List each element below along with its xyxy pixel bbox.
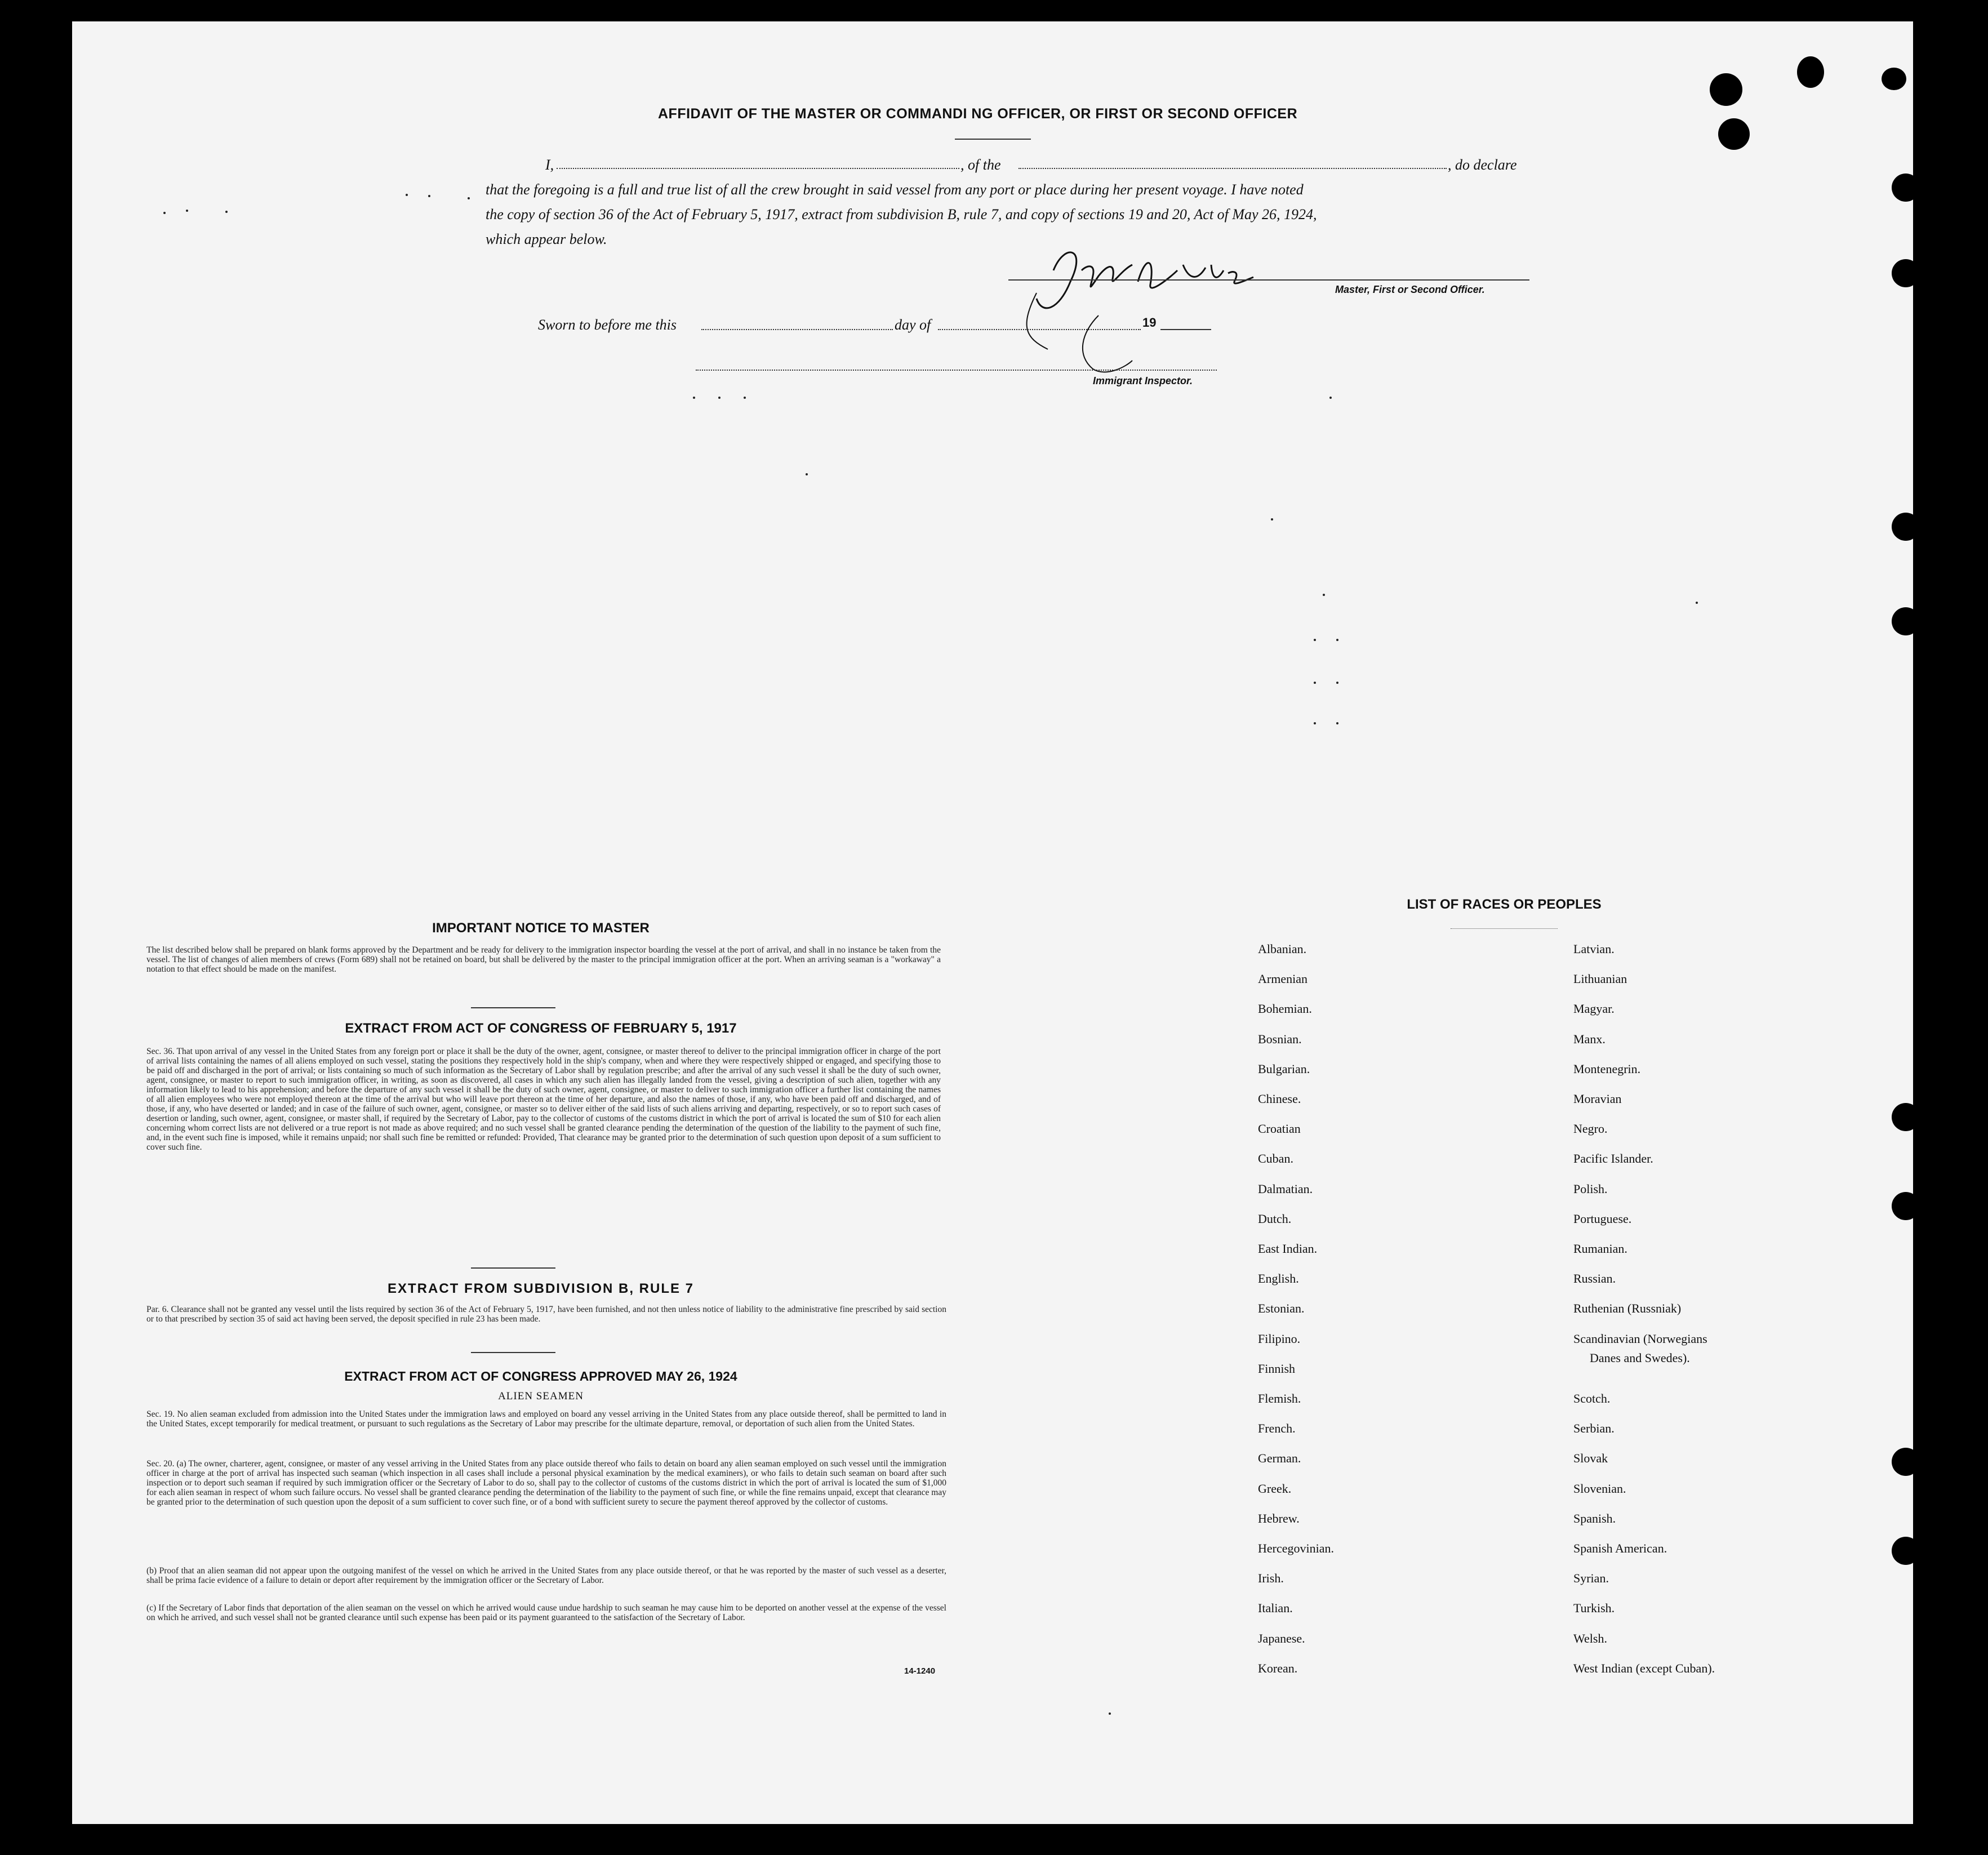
sworn-day-of: day of bbox=[895, 317, 931, 333]
master-caption: Master, First or Second Officer. bbox=[1335, 284, 1485, 295]
declaration-line-4: which appear below. bbox=[486, 231, 607, 247]
race-right-item: Slovenian. bbox=[1573, 1481, 1626, 1496]
binder-hole-icon bbox=[1892, 607, 1920, 635]
race-right-item: Latvian. bbox=[1573, 942, 1615, 956]
race-left-item: Finnish bbox=[1258, 1361, 1296, 1376]
declaration-do-declare: , do declare bbox=[1448, 157, 1517, 173]
binder-hole-icon bbox=[1797, 56, 1824, 88]
sworn-month-blank bbox=[938, 329, 1141, 330]
vessel-blank bbox=[1019, 168, 1447, 169]
race-left-item: Chinese. bbox=[1258, 1092, 1301, 1106]
race-right-item: Russian. bbox=[1573, 1271, 1616, 1286]
binder-hole-icon bbox=[1882, 68, 1906, 90]
race-right-item: Turkish. bbox=[1573, 1601, 1615, 1616]
race-left-item: Greek. bbox=[1258, 1481, 1292, 1496]
inspector-signature-line bbox=[696, 370, 1217, 371]
affidavit-title: AFFIDAVIT OF THE MASTER OR COMMANDI NG OFFICER, OR FIRST OR SECOND OFFICER bbox=[658, 106, 1298, 122]
race-left-item: Cuban. bbox=[1258, 1151, 1293, 1166]
race-right-item: Manx. bbox=[1573, 1031, 1605, 1046]
extract-1917-body: Sec. 36. That upon arrival of any vessel in the United States from any foreign port or place it shall be the duty of the owner, agent, consignee, or master thereof to deliver to the principal immigration officer in charge of the port of arrival lists containing the names of all aliens employed on such vessel, stating the positions they respectively hold in the ship's company, when and where they were respectively shipped or engaged, and specifying those to be paid off and discharged in the port of arrival; or lists containing so much of such information as the Secretary of Labor shall by regulation prescribe; and after the arrival of any such vessel it shall be the duty of such owner, agent, consignee, or master to report to such immigration officer, in writing, as soon as discovered, all cases in which any such alien has illegally landed from the vessel, giving a description of such alien, together with any information likely to lead to his apprehension; and before the departure of any such vessel it shall be the duty of such owner, agent, consignee, or master to deliver to such immigration officer a further list containing the names of all alien employees who were not employed thereon at the time of the arrival but who will leave port thereon at the time of her departure, and also the names of those, if any, who have been paid off and discharged, and of those, if any, who have deserted or landed; and in case of the failure of such owner, agent, consignee, or master so to deliver either of the said lists of such aliens arriving and departing, respectively, or so to report such cases of desertion or landing, such owner, agent, consignee, or master shall, if required by the Secretary of Labor, pay to the collector of customs of the customs district in which the port of arrival is located the sum of $10 for each alien concerning whom correct lists are not delivered or a true report is not made as above required; and no such vessel shall be granted clearance pending the determination of the question of the liability to the payment of such fine, and, in the event such fine is imposed, while it remains unpaid; nor shall such fine be remitted or refunded: Provided, That clearance may be granted prior to the determination of such question upon deposit of a sum sufficient to cover such fine. bbox=[146, 1047, 941, 1152]
binder-hole-icon bbox=[1892, 1103, 1920, 1131]
race-left-item: Hercegovinian. bbox=[1258, 1541, 1334, 1555]
race-left-item: German. bbox=[1258, 1451, 1301, 1466]
title-divider bbox=[955, 139, 1031, 140]
race-left-item: Estonian. bbox=[1258, 1301, 1305, 1316]
race-left-item: English. bbox=[1258, 1271, 1299, 1286]
notice-body: The list described below shall be prepared on blank forms approved by the Department and be ready for delivery to the immigration inspector boarding the vessel at the port of arrival, and shall in no instance be taken from the vessel. The list of changes of alien members of crews (Form 689) shall not be retained on board, but shall be delivered by the master to the principal immigration officer at the port. When an arriving seaman is a "workaway" a notation to that effect should be made on the manifest. bbox=[146, 945, 941, 974]
races-title: LIST OF RACES OR PEOPLES bbox=[1407, 897, 1602, 912]
sworn-day-blank bbox=[701, 329, 893, 330]
alien-seamen-subtitle: ALIEN SEAMEN bbox=[498, 1390, 584, 1402]
declaration-line-3: the copy of section 36 of the Act of February 5, 1917, extract from subdivision B, rule 7, and copy of sections 19 and 20, Act of May 26, 1924, bbox=[486, 206, 1317, 223]
race-right-item: Scotch. bbox=[1573, 1391, 1611, 1405]
sworn-text: Sworn to before me this bbox=[538, 317, 677, 333]
race-left-item: Dutch. bbox=[1258, 1211, 1292, 1226]
race-right-item: Lithuanian bbox=[1573, 972, 1627, 986]
race-right-item: Slovak bbox=[1573, 1451, 1608, 1466]
race-left-item: Croatian bbox=[1258, 1122, 1301, 1136]
declaration-of-the: , of the bbox=[960, 157, 1001, 173]
binder-hole-icon bbox=[1892, 513, 1920, 541]
binder-hole-icon bbox=[1892, 1448, 1920, 1476]
sec19-text: Sec. 19. No alien seaman excluded from admission into the United States under the immigration laws and employed on board any vessel arriving in the United States from any place outside thereof, shall be permitted to land in the United States, except temporarily for medical treatment, or pursuant to such regulations as the Secretary of Labor may prescribe for the ultimate departure, removal, or deportation of such alien from the United States. bbox=[146, 1409, 946, 1429]
notice-divider bbox=[471, 1007, 555, 1008]
subdivision-b-body: Par. 6. Clearance shall not be granted any vessel until the lists required by section 36 of the Act of February 5, 1917, have been furnished, and not then unless notice of liability to the administrative fine prescribed by said section or to that prescribed by section 35 of said act having been served, the deposit specified in rule 23 has been made. bbox=[146, 1305, 946, 1324]
race-right-item: West Indian (except Cuban). bbox=[1573, 1661, 1715, 1675]
race-right-item: Magyar. bbox=[1573, 1002, 1615, 1016]
race-right-item: Serbian. bbox=[1573, 1421, 1615, 1436]
race-right-item: Rumanian. bbox=[1573, 1242, 1627, 1256]
name-blank bbox=[557, 168, 959, 169]
notice-title: IMPORTANT NOTICE TO MASTER bbox=[432, 920, 650, 936]
binder-hole-icon bbox=[1892, 1537, 1920, 1565]
extract-1917-divider bbox=[471, 1267, 555, 1269]
subdivision-b-divider bbox=[471, 1352, 555, 1353]
race-right-item: Montenegrin. bbox=[1573, 1061, 1641, 1076]
sworn-year: 19 bbox=[1142, 315, 1157, 330]
race-right-continuation: Danes and Swedes). bbox=[1590, 1351, 1690, 1365]
race-right-item: Spanish. bbox=[1573, 1511, 1616, 1525]
race-right-item: Portuguese. bbox=[1573, 1211, 1632, 1226]
race-right-item: Negro. bbox=[1573, 1122, 1608, 1136]
race-right-item: Welsh. bbox=[1573, 1631, 1607, 1645]
declaration-i: I, bbox=[545, 157, 554, 173]
race-left-item: Irish. bbox=[1258, 1571, 1284, 1586]
race-right-item: Moravian bbox=[1573, 1092, 1622, 1106]
race-right-item: Ruthenian (Russniak) bbox=[1573, 1301, 1682, 1316]
race-right-item: Polish. bbox=[1573, 1181, 1608, 1196]
race-right-item: Pacific Islander. bbox=[1573, 1151, 1653, 1166]
binder-hole-icon bbox=[1892, 174, 1920, 202]
master-signature bbox=[1003, 231, 1318, 377]
race-left-item: Flemish. bbox=[1258, 1391, 1301, 1405]
subdivision-b-title: EXTRACT FROM SUBDIVISION B, RULE 7 bbox=[387, 1281, 695, 1296]
race-right-item: Syrian. bbox=[1573, 1571, 1609, 1586]
race-left-item: Bohemian. bbox=[1258, 1002, 1312, 1016]
races-divider bbox=[1451, 928, 1558, 929]
race-left-item: Hebrew. bbox=[1258, 1511, 1300, 1525]
race-left-item: East Indian. bbox=[1258, 1242, 1318, 1256]
inspector-caption: Immigrant Inspector. bbox=[1093, 375, 1193, 386]
binder-hole-icon bbox=[1892, 1192, 1920, 1220]
extract-1917-title: EXTRACT FROM ACT OF CONGRESS OF FEBRUARY 5, 1917 bbox=[345, 1021, 737, 1036]
binder-hole-icon bbox=[1718, 118, 1750, 150]
declaration-line-2: that the foregoing is a full and true list of all the crew brought in said vessel from any port or place during her present voyage. I have noted bbox=[486, 181, 1304, 198]
race-left-item: Bulgarian. bbox=[1258, 1061, 1310, 1076]
race-left-item: Bosnian. bbox=[1258, 1031, 1302, 1046]
extract-1924-title: EXTRACT FROM ACT OF CONGRESS APPROVED MAY 26, 1924 bbox=[344, 1369, 737, 1384]
master-signature-line bbox=[1008, 279, 1529, 281]
race-left-item: Armenian bbox=[1258, 972, 1307, 986]
sworn-year-blank bbox=[1160, 329, 1211, 330]
race-right-item: Spanish American. bbox=[1573, 1541, 1667, 1555]
race-left-item: Albanian. bbox=[1258, 942, 1307, 956]
binder-hole-icon bbox=[1892, 259, 1920, 287]
race-left-item: Dalmatian. bbox=[1258, 1181, 1313, 1196]
race-left-item: Japanese. bbox=[1258, 1631, 1305, 1645]
sec20a-text: Sec. 20. (a) The owner, charterer, agent, consignee, or master of any vessel arriving in the United States from any place outside thereof who fails to detain on board any alien seaman employed on such vessel until the immigration officer in charge at the port of arrival has inspected such seaman (which inspection in all cases shall include a personal physical examination by the medical examiners), or who fails to detain such seaman on board after such inspection or to deport such seaman if required by such immigration officer or the Secretary of Labor to do so, shall pay to the collector of customs of the customs district in which the port of arrival is located the sum of $1,000 for each alien seaman in respect of whom such failure occurs. No vessel shall be granted clearance pending the determination of the liability to the payment of such fine, or while the fine remains unpaid, except that clearance may be granted prior to the determination of such question upon the deposit of a sum sufficient to cover such fine, or of a bond with sufficient surety to secure the payment thereof approved by the collector of customs. bbox=[146, 1459, 946, 1507]
race-left-item: Italian. bbox=[1258, 1601, 1293, 1616]
sec20b-text: (b) Proof that an alien seaman did not appear upon the outgoing manifest of the vessel on which he arrived in the United States from any place outside thereof, or that he was reported by the master of such vessel as a deserter, shall be prima facie evidence of a failure to detain or deport after requirement by the immigration officer or the Secretary of Labor. bbox=[146, 1566, 946, 1585]
binder-hole-icon bbox=[1710, 73, 1742, 106]
race-left-item: French. bbox=[1258, 1421, 1296, 1436]
sec20c-text: (c) If the Secretary of Labor finds that deportation of the alien seaman on the vessel on which he arrived would cause undue hardship to such seaman he may cause him to be deported on another vessel at the expense of the vessel on which he arrived, and such vessel shall not be granted clearance until such expense has been paid or its payment guaranteed to the satisfaction of the Secretary of Labor. bbox=[146, 1603, 946, 1622]
race-left-item: Filipino. bbox=[1258, 1331, 1301, 1346]
race-left-item: Korean. bbox=[1258, 1661, 1298, 1675]
form-number: 14-1240 bbox=[904, 1666, 936, 1676]
race-right-item: Scandinavian (Norwegians bbox=[1573, 1331, 1707, 1346]
